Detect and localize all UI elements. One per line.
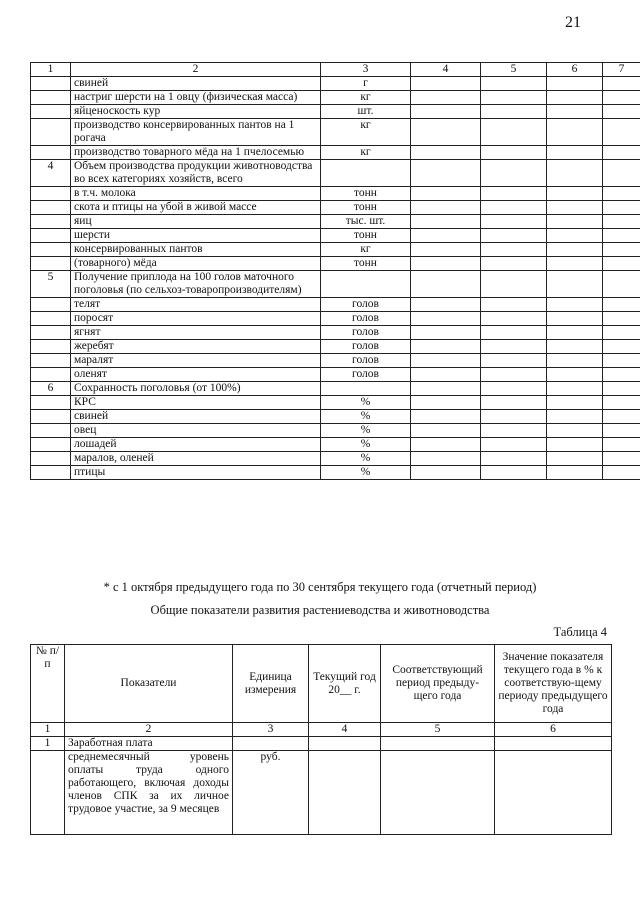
value-cell [603, 298, 640, 312]
value-cell [603, 160, 640, 187]
row-number [31, 751, 65, 835]
indicator-cell: Получение приплода на 100 голов маточного поголовья (по сельхоз-товаропроизводителям) [71, 271, 321, 298]
row-number [31, 466, 71, 480]
indicator-cell: маралят [71, 354, 321, 368]
row-number [31, 229, 71, 243]
column-number-row [31, 63, 640, 77]
value-cell [547, 77, 603, 91]
unit-cell: кг [321, 243, 411, 257]
table-row [31, 215, 640, 229]
value-cell [603, 146, 640, 160]
row-number [31, 298, 71, 312]
table-row [31, 312, 640, 326]
indicator-cell: шерсти [71, 229, 321, 243]
value-cell [481, 160, 547, 187]
value-cell [309, 737, 381, 751]
unit-cell: голов [321, 354, 411, 368]
indicator-cell: оленят [71, 368, 321, 382]
table-row [31, 187, 640, 201]
col-number: 6 [495, 723, 612, 737]
row-number [31, 452, 71, 466]
livestock-table [30, 62, 640, 480]
col-number: 2 [65, 723, 233, 737]
value-cell [603, 243, 640, 257]
row-number [31, 119, 71, 146]
header-previous-period: Соответствующий период предыду-щего года [381, 645, 495, 723]
value-cell [547, 410, 603, 424]
value-cell [603, 326, 640, 340]
value-cell [547, 396, 603, 410]
header-percent: Значение показателя текущего года в % к соответствую-щему периоду предыдущего года [495, 645, 612, 723]
value-cell [411, 326, 481, 340]
unit-cell: % [321, 466, 411, 480]
value-cell [547, 91, 603, 105]
value-cell [481, 312, 547, 326]
value-cell [547, 312, 603, 326]
value-cell [381, 737, 495, 751]
unit-cell: тонн [321, 229, 411, 243]
unit-cell: шт. [321, 105, 411, 119]
col-number: 2 [71, 63, 321, 77]
value-cell [603, 312, 640, 326]
row-number: 5 [31, 271, 71, 298]
table-row [31, 243, 640, 257]
indicator-cell: птицы [71, 466, 321, 480]
value-cell [411, 160, 481, 187]
table-row [31, 77, 640, 91]
value-cell [481, 466, 547, 480]
unit-cell: кг [321, 119, 411, 146]
row-number [31, 146, 71, 160]
value-cell [481, 105, 547, 119]
value-cell [547, 326, 603, 340]
indicator-cell: Заработная плата [65, 737, 233, 751]
value-cell [481, 382, 547, 396]
indicator-cell: (товарного) мёда [71, 257, 321, 271]
table-row [31, 119, 640, 146]
row-number [31, 340, 71, 354]
value-cell [603, 452, 640, 466]
value-cell [481, 257, 547, 271]
value-cell [411, 438, 481, 452]
unit-cell: тонн [321, 201, 411, 215]
row-number [31, 243, 71, 257]
value-cell [481, 438, 547, 452]
value-cell [481, 424, 547, 438]
value-cell [603, 410, 640, 424]
table-label: Таблица 4 [553, 625, 607, 639]
table-row [31, 466, 640, 480]
table-row [31, 438, 640, 452]
value-cell [603, 119, 640, 146]
unit-cell: голов [321, 326, 411, 340]
value-cell [603, 368, 640, 382]
table-row [31, 382, 640, 396]
row-number [31, 438, 71, 452]
row-number [31, 326, 71, 340]
indicator-cell: свиней [71, 77, 321, 91]
table-row [31, 105, 640, 119]
row-number [31, 354, 71, 368]
unit-cell: % [321, 438, 411, 452]
value-cell [547, 424, 603, 438]
value-cell [481, 368, 547, 382]
col-number: 3 [233, 723, 309, 737]
value-cell [603, 187, 640, 201]
table-row [31, 424, 640, 438]
indicator-cell: производство товарного мёда на 1 пчелосемью [71, 146, 321, 160]
header-unit: Единица измерения [233, 645, 309, 723]
value-cell [481, 187, 547, 201]
value-cell [481, 340, 547, 354]
value-cell [411, 257, 481, 271]
value-cell [481, 271, 547, 298]
value-cell [603, 91, 640, 105]
table-row [31, 410, 640, 424]
value-cell [411, 382, 481, 396]
unit-cell: % [321, 410, 411, 424]
unit-cell: голов [321, 312, 411, 326]
unit-cell: % [321, 396, 411, 410]
table-row [31, 452, 640, 466]
row-number [31, 91, 71, 105]
value-cell [411, 452, 481, 466]
unit-cell: голов [321, 298, 411, 312]
value-cell [547, 201, 603, 215]
value-cell [603, 340, 640, 354]
value-cell [547, 354, 603, 368]
value-cell [381, 751, 495, 835]
value-cell [603, 424, 640, 438]
unit-cell: кг [321, 91, 411, 105]
header-current-year: Текущий год 20__ г. [309, 645, 381, 723]
value-cell [547, 368, 603, 382]
value-cell [547, 243, 603, 257]
value-cell [495, 751, 612, 835]
value-cell [603, 466, 640, 480]
value-cell [481, 201, 547, 215]
value-cell [603, 229, 640, 243]
unit-cell: кг [321, 146, 411, 160]
value-cell [481, 298, 547, 312]
value-cell [495, 737, 612, 751]
col-number: 1 [31, 723, 65, 737]
value-cell [411, 466, 481, 480]
value-cell [547, 271, 603, 298]
indicator-cell: настриг шерсти на 1 овцу (физическая масса) [71, 91, 321, 105]
value-cell [603, 77, 640, 91]
value-cell [411, 229, 481, 243]
row-number [31, 312, 71, 326]
row-number: 1 [31, 737, 65, 751]
value-cell [481, 77, 547, 91]
value-cell [603, 354, 640, 368]
indicator-cell: Объем производства продукции животноводства во всех категориях хозяйств, всего [71, 160, 321, 187]
unit-cell: голов [321, 340, 411, 354]
row-number [31, 396, 71, 410]
value-cell [603, 438, 640, 452]
value-cell [411, 146, 481, 160]
col-number: 4 [309, 723, 381, 737]
table-row [31, 298, 640, 312]
indicator-cell: производство консервированных пантов на 1 рогача [71, 119, 321, 146]
value-cell [547, 438, 603, 452]
value-cell [411, 91, 481, 105]
table-row [31, 146, 640, 160]
row-number [31, 424, 71, 438]
unit-cell: г [321, 77, 411, 91]
col-number: 5 [381, 723, 495, 737]
table-header-row [31, 645, 612, 723]
value-cell [411, 119, 481, 146]
table-row [31, 160, 640, 187]
general-indicators-table [30, 644, 612, 835]
value-cell [481, 91, 547, 105]
unit-cell: голов [321, 368, 411, 382]
row-number [31, 105, 71, 119]
indicator-cell: среднемесячный уровень оплаты труда одного работающего, включая доходы членов СПК за их личное трудовое участие, за 9 месяцев [65, 751, 233, 835]
table-row [31, 271, 640, 298]
value-cell [411, 215, 481, 229]
row-number [31, 77, 71, 91]
table-row [31, 737, 612, 751]
row-number [31, 368, 71, 382]
value-cell [481, 410, 547, 424]
value-cell [547, 187, 603, 201]
column-number-row [31, 723, 612, 737]
value-cell [481, 146, 547, 160]
value-cell [411, 105, 481, 119]
value-cell [547, 146, 603, 160]
value-cell [603, 382, 640, 396]
value-cell [481, 396, 547, 410]
col-number: 6 [547, 63, 603, 77]
value-cell [481, 243, 547, 257]
value-cell [547, 105, 603, 119]
col-number: 1 [31, 63, 71, 77]
indicator-cell: маралов, оленей [71, 452, 321, 466]
value-cell [547, 340, 603, 354]
unit-cell [321, 271, 411, 298]
indicator-cell: лошадей [71, 438, 321, 452]
indicator-cell: скота и птицы на убой в живой массе [71, 201, 321, 215]
value-cell [481, 354, 547, 368]
table-row [31, 354, 640, 368]
value-cell [411, 410, 481, 424]
value-cell [411, 298, 481, 312]
value-cell [603, 271, 640, 298]
unit-cell [321, 160, 411, 187]
unit-cell: % [321, 452, 411, 466]
footnote: * с 1 октября предыдущего года по 30 сентября текущего года (отчетный период) [103, 580, 537, 594]
table-row [31, 368, 640, 382]
value-cell [547, 215, 603, 229]
unit-cell: тыс. шт. [321, 215, 411, 229]
table-row [31, 326, 640, 340]
value-cell [547, 298, 603, 312]
value-cell [547, 452, 603, 466]
value-cell [547, 466, 603, 480]
row-number: 6 [31, 382, 71, 396]
value-cell [603, 201, 640, 215]
value-cell [481, 326, 547, 340]
value-cell [547, 257, 603, 271]
value-cell [603, 215, 640, 229]
indicator-cell: яйценоскость кур [71, 105, 321, 119]
col-number: 5 [481, 63, 547, 77]
indicator-cell: Сохранность поголовья (от 100%) [71, 382, 321, 396]
value-cell [547, 160, 603, 187]
indicator-cell: ягнят [71, 326, 321, 340]
row-number [31, 187, 71, 201]
value-cell [481, 229, 547, 243]
value-cell [481, 215, 547, 229]
value-cell [309, 751, 381, 835]
value-cell [411, 424, 481, 438]
value-cell [603, 396, 640, 410]
col-number: 3 [321, 63, 411, 77]
table-row [31, 201, 640, 215]
unit-cell: руб. [233, 751, 309, 835]
value-cell [411, 77, 481, 91]
value-cell [411, 368, 481, 382]
value-cell [547, 382, 603, 396]
section-title: Общие показатели развития растениеводства и животноводства [150, 603, 490, 617]
value-cell [547, 229, 603, 243]
unit-cell: тонн [321, 187, 411, 201]
table-row [31, 396, 640, 410]
row-number [31, 215, 71, 229]
indicator-cell: консервированных пантов [71, 243, 321, 257]
table-row [31, 751, 612, 835]
value-cell [603, 105, 640, 119]
unit-cell: % [321, 424, 411, 438]
row-number [31, 410, 71, 424]
indicator-cell: телят [71, 298, 321, 312]
row-number: 4 [31, 160, 71, 187]
row-number [31, 201, 71, 215]
value-cell [411, 396, 481, 410]
value-cell [481, 452, 547, 466]
unit-cell: тонн [321, 257, 411, 271]
header-num: № п/п [31, 645, 65, 723]
value-cell [411, 187, 481, 201]
value-cell [411, 243, 481, 257]
indicator-cell: овец [71, 424, 321, 438]
unit-cell [321, 382, 411, 396]
value-cell [411, 340, 481, 354]
value-cell [411, 271, 481, 298]
indicator-cell: в т.ч. молока [71, 187, 321, 201]
indicator-cell: яиц [71, 215, 321, 229]
page-number: 21 [565, 14, 581, 31]
value-cell [547, 119, 603, 146]
value-cell [411, 312, 481, 326]
table-row [31, 257, 640, 271]
value-cell [411, 201, 481, 215]
col-number: 7 [603, 63, 640, 77]
value-cell [603, 257, 640, 271]
indicator-cell: жеребят [71, 340, 321, 354]
header-indicator: Показатели [65, 645, 233, 723]
indicator-cell: КРС [71, 396, 321, 410]
unit-cell [233, 737, 309, 751]
value-cell [481, 119, 547, 146]
table-row [31, 229, 640, 243]
indicator-cell: поросят [71, 312, 321, 326]
table-row [31, 91, 640, 105]
table-row [31, 340, 640, 354]
indicator-cell: свиней [71, 410, 321, 424]
row-number [31, 257, 71, 271]
col-number: 4 [411, 63, 481, 77]
value-cell [411, 354, 481, 368]
